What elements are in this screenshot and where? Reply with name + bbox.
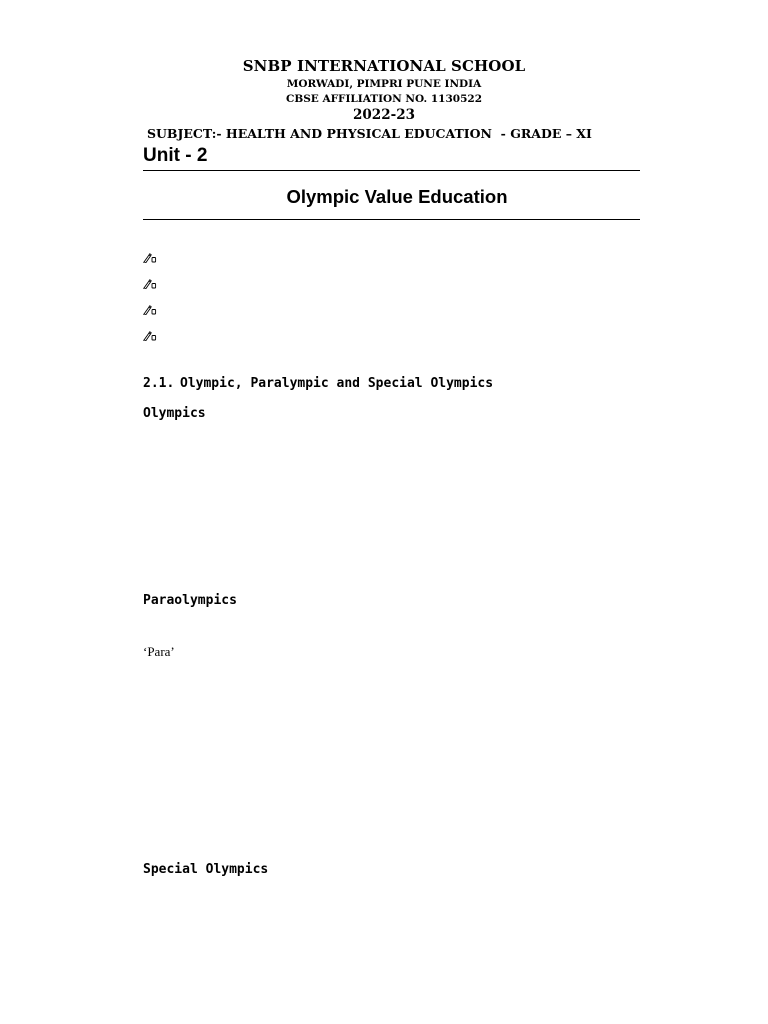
writing-hand-icon bbox=[143, 279, 157, 289]
section-heading bbox=[143, 376, 493, 391]
section-title: Olympic, Paralympic and Special Olympics bbox=[180, 376, 494, 391]
writing-hand-icon bbox=[143, 331, 157, 341]
writing-hand-icon bbox=[143, 305, 157, 315]
school-name: SNBP INTERNATIONAL SCHOOL bbox=[242, 57, 526, 75]
affiliation-number: CBSE AFFILIATION NO. 1130522 bbox=[285, 93, 482, 105]
academic-year: 2022-23 bbox=[353, 107, 415, 123]
subject-line: SUBJECT:- HEALTH AND PHYSICAL EDUCATION - GRADE – XI bbox=[147, 126, 592, 141]
bottom-divider bbox=[143, 219, 640, 220]
unit-title: Olympic Value Education bbox=[286, 186, 508, 207]
olympics-heading: Olympics bbox=[143, 406, 206, 421]
paraolympics-heading: Paraolympics bbox=[143, 593, 237, 608]
unit-label: Unit - 2 bbox=[143, 145, 208, 166]
section-number: 2.1. bbox=[143, 376, 175, 391]
writing-hand-icon bbox=[143, 253, 157, 263]
special-olympics-heading: Special Olympics bbox=[143, 862, 269, 877]
para-text: ‘Para’ bbox=[143, 644, 175, 659]
school-address: MORWADI, PIMPRI PUNE INDIA bbox=[286, 78, 482, 90]
top-divider bbox=[143, 170, 640, 171]
